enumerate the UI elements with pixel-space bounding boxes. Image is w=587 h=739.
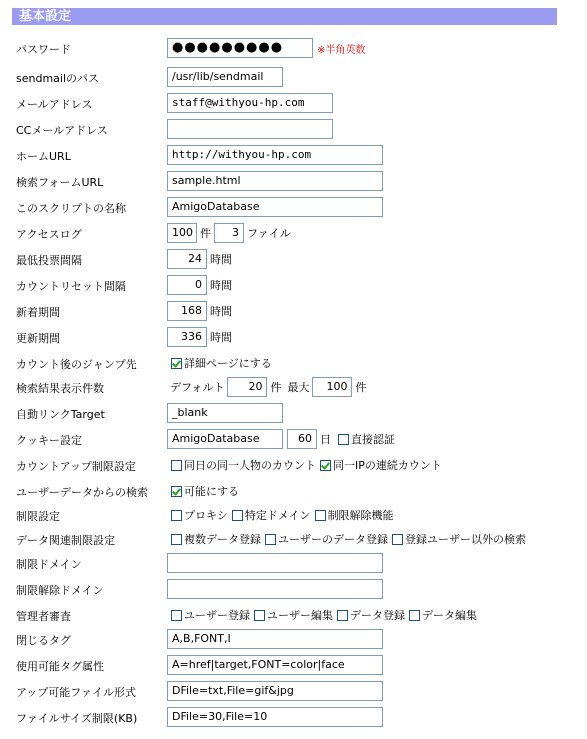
cookie-days-input[interactable]: 60 xyxy=(287,429,317,449)
password-note: ※半角英数 xyxy=(317,44,366,56)
searchform-label: 検索フォームURL xyxy=(16,176,104,189)
admin-user-register-checkbox[interactable] xyxy=(171,610,182,621)
row-countup xyxy=(0,454,587,478)
results-default-label: デフォルト xyxy=(170,381,225,394)
datarestrict-user-label: ユーザーのデータ登録 xyxy=(278,533,388,546)
mail-input[interactable]: staff@withyou-hp.com xyxy=(167,93,333,113)
updateperiod-input[interactable]: 336 xyxy=(167,327,207,347)
row-cookie xyxy=(0,428,587,452)
homeurl-input[interactable]: http://withyou-hp.com xyxy=(167,145,383,165)
row-homeurl xyxy=(0,144,587,168)
linktarget-label: 自動リンクTarget xyxy=(16,408,105,421)
row-filetypes xyxy=(0,680,587,704)
admin-user-register-label: ユーザー登録 xyxy=(184,609,250,622)
datarestrict-user-checkbox[interactable] xyxy=(265,534,276,545)
row-newperiod xyxy=(0,300,587,324)
row-filesize xyxy=(0,706,587,730)
restrict-proxy-checkbox[interactable] xyxy=(171,510,182,521)
closetags-input[interactable]: A,B,FONT,I xyxy=(167,629,383,649)
datarestrict-search-checkbox[interactable] xyxy=(392,534,403,545)
vote-input[interactable]: 24 xyxy=(167,249,207,269)
row-admin xyxy=(0,604,587,628)
row-userdata xyxy=(0,480,587,504)
scriptname-input[interactable]: AmigoDatabase xyxy=(167,197,383,217)
row-searchform xyxy=(0,170,587,194)
cookie-direct-auth-checkbox[interactable] xyxy=(338,434,349,445)
row-countreset xyxy=(0,274,587,298)
releasedomain-input[interactable] xyxy=(167,579,383,599)
updateperiod-unit: 時間 xyxy=(210,331,232,344)
results-default-input[interactable]: 20 xyxy=(227,377,267,397)
filetypes-input[interactable]: DFile=txt,File=gif&jpg xyxy=(167,681,383,701)
accesslog-files-input[interactable]: 3 xyxy=(214,223,244,243)
restrict-release-checkbox[interactable] xyxy=(315,510,326,521)
vote-label: 最低投票間隔 xyxy=(16,254,82,267)
accesslog-files-unit: ファイル xyxy=(247,227,291,240)
newperiod-input[interactable]: 168 xyxy=(167,301,207,321)
row-closetags xyxy=(0,628,587,652)
restrict-domain-label: 特定ドメイン xyxy=(244,509,311,522)
results-max-input[interactable]: 100 xyxy=(312,377,352,397)
countup-label: カウントアップ制限設定 xyxy=(16,460,136,473)
newperiod-label: 新着期間 xyxy=(16,306,60,319)
row-tagattrs xyxy=(0,654,587,678)
scriptname-label: このスクリプトの名称 xyxy=(16,202,126,215)
userdata-enable-label: 可能にする xyxy=(184,485,239,498)
newperiod-unit: 時間 xyxy=(210,305,232,318)
row-accesslog xyxy=(0,222,587,246)
accesslog-count-input[interactable]: 100 xyxy=(167,223,197,243)
userdata-enable-checkbox[interactable] xyxy=(171,486,182,497)
admin-data-edit-checkbox[interactable] xyxy=(409,610,420,621)
row-restrictdomain xyxy=(0,552,587,576)
admin-data-edit-label: データ編集 xyxy=(422,609,477,622)
updateperiod-label: 更新期間 xyxy=(16,332,60,345)
admin-user-edit-checkbox[interactable] xyxy=(254,610,265,621)
restrict-proxy-label: プロキシ xyxy=(184,509,228,522)
admin-data-register-label: データ登録 xyxy=(350,609,405,622)
countreset-input[interactable]: 0 xyxy=(167,275,207,295)
row-updateperiod xyxy=(0,326,587,350)
row-linktarget xyxy=(0,402,587,426)
section-header: 基本設定 xyxy=(12,8,557,25)
row-restrict xyxy=(0,504,587,528)
cookie-direct-auth-label: 直接認証 xyxy=(351,433,395,446)
results-unit-2: 件 xyxy=(355,381,367,394)
tagattrs-label: 使用可能タグ属性 xyxy=(16,660,104,673)
row-vote xyxy=(0,248,587,272)
searchform-input[interactable]: sample.html xyxy=(167,171,383,191)
countup-same-day-label: 同日の同一人物のカウント xyxy=(184,459,316,472)
cookie-name-input[interactable]: AmigoDatabase xyxy=(167,429,283,449)
sendmail-input[interactable]: /usr/lib/sendmail xyxy=(167,67,283,87)
filesize-label: ファイルサイズ制限(KB) xyxy=(16,712,138,725)
countreset-label: カウントリセット間隔 xyxy=(16,280,126,293)
countup-same-day-checkbox[interactable] xyxy=(171,460,182,471)
results-unit-1: 件 xyxy=(270,381,282,394)
filesize-input[interactable]: DFile=30,File=10 xyxy=(167,707,383,727)
row-sendmail xyxy=(0,66,587,90)
accesslog-label: アクセスログ xyxy=(16,228,82,241)
homeurl-label: ホームURL xyxy=(16,150,71,163)
cc-input[interactable] xyxy=(167,119,333,139)
datarestrict-search-label: 登録ユーザー以外の検索 xyxy=(405,533,526,546)
cc-label: CCメールアドレス xyxy=(16,124,108,137)
row-password xyxy=(0,37,587,61)
jump-detail-label: 詳細ページにする xyxy=(184,357,272,370)
cookie-days-unit: 日 xyxy=(320,433,331,446)
vote-unit: 時間 xyxy=(210,253,232,266)
restrictdomain-label: 制限ドメイン xyxy=(16,558,82,571)
jump-detail-checkbox[interactable] xyxy=(171,358,182,369)
restrict-release-label: 制限解除機能 xyxy=(327,509,394,522)
countup-same-ip-label: 同一IPの連続カウント xyxy=(333,459,442,472)
linktarget-input[interactable]: _blank xyxy=(167,403,283,423)
password-label: パスワード xyxy=(16,43,71,56)
password-input[interactable]: ●●●●●●●●● xyxy=(167,38,313,58)
restrictdomain-input[interactable] xyxy=(167,553,383,573)
admin-user-edit-label: ユーザー編集 xyxy=(267,609,333,622)
results-max-label: 最大 xyxy=(287,381,310,394)
userdata-label: ユーザーデータからの検索 xyxy=(16,486,148,499)
sendmail-label: sendmailのパス xyxy=(16,72,100,85)
releasedomain-label: 制限解除ドメイン xyxy=(16,584,104,597)
jump-label: カウント後のジャンプ先 xyxy=(16,358,137,371)
datarestrict-multi-checkbox[interactable] xyxy=(171,534,182,545)
countreset-unit: 時間 xyxy=(210,279,232,292)
restrict-label: 制限設定 xyxy=(16,510,60,523)
row-datarestrict xyxy=(0,528,587,552)
cookie-label: クッキー設定 xyxy=(16,434,82,447)
row-scriptname xyxy=(0,196,587,220)
row-results xyxy=(0,376,587,400)
datarestrict-multi-label: 複数データ登録 xyxy=(184,533,261,546)
filetypes-label: アップ可能ファイル形式 xyxy=(16,686,137,699)
accesslog-count-unit: 件 xyxy=(200,227,211,240)
closetags-label: 閉じるタグ xyxy=(16,634,71,647)
countup-same-ip-checkbox[interactable] xyxy=(320,460,331,471)
mail-label: メールアドレス xyxy=(16,98,93,111)
datarestrict-label: データ関連制限設定 xyxy=(16,534,115,547)
row-mail xyxy=(0,92,587,116)
admin-label: 管理者審査 xyxy=(16,610,71,623)
row-jump xyxy=(0,352,587,376)
tagattrs-input[interactable]: A=href|target,FONT=color|face xyxy=(167,655,383,675)
row-cc xyxy=(0,118,587,142)
results-label: 検索結果表示件数 xyxy=(16,382,104,395)
restrict-domain-checkbox[interactable] xyxy=(232,510,243,521)
row-releasedomain xyxy=(0,578,587,602)
admin-data-register-checkbox[interactable] xyxy=(337,610,348,621)
